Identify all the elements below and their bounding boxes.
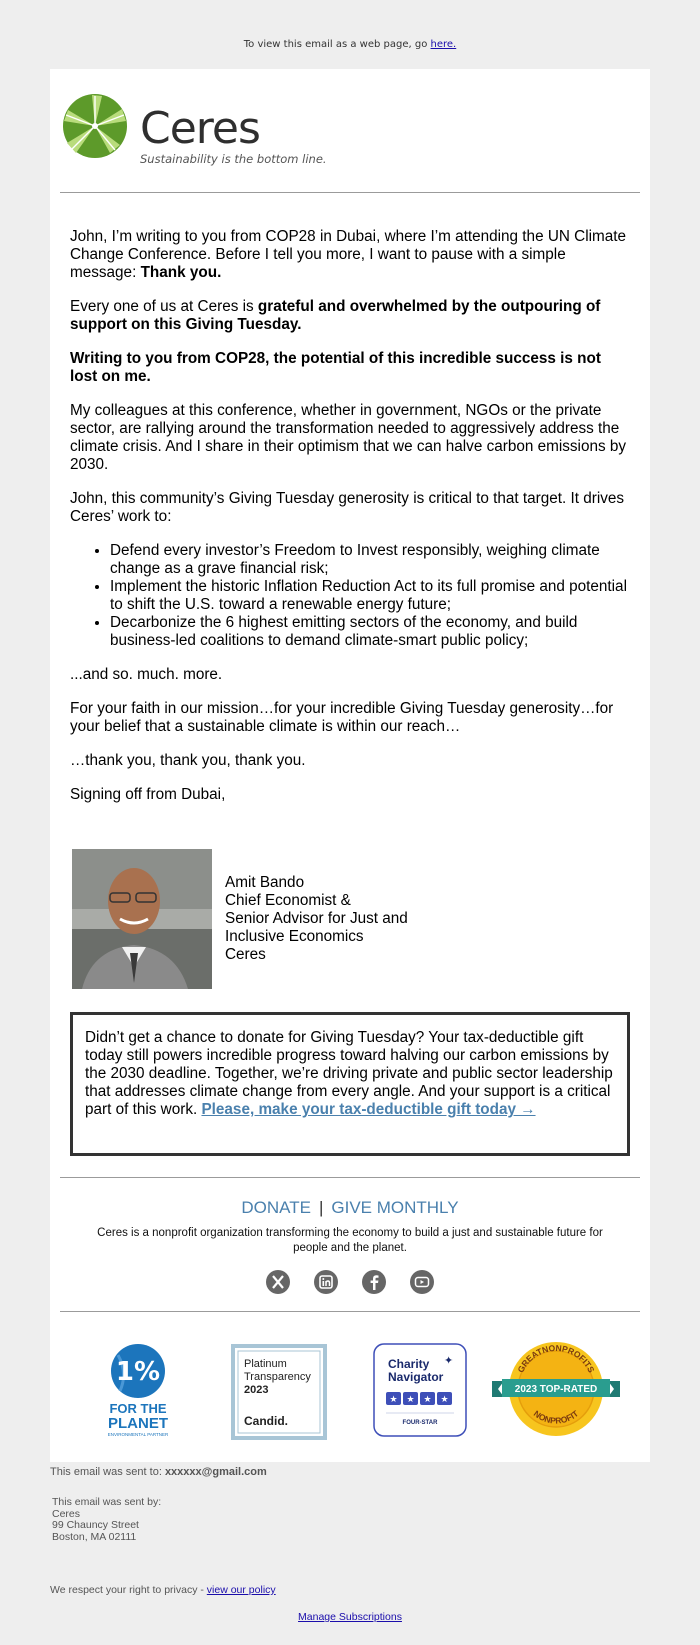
donate-callout <box>70 1012 630 1156</box>
logo-wordmark: Ceres <box>140 103 260 154</box>
svg-text:NONPROFIT: NONPROFIT <box>531 1408 581 1426</box>
x-icon[interactable] <box>266 1270 290 1294</box>
svg-text:ENVIRONMENTAL PARTNER: ENVIRONMENTAL PARTNER <box>107 1432 169 1437</box>
signature-block <box>225 874 465 964</box>
svg-text:✦: ✦ <box>444 1354 454 1367</box>
one-percent-logo-icon <box>98 1343 178 1439</box>
signer-name: Amit Bando <box>225 874 305 891</box>
great-nonprofits-seal-icon <box>490 1339 622 1439</box>
svg-text:PLANET: PLANET <box>108 1415 168 1432</box>
web-version-link[interactable]: here. <box>430 39 457 50</box>
footer-cta-links <box>50 1198 650 1218</box>
candid-platinum-badge <box>230 1343 328 1441</box>
recipient-email: xxxxxx@gmail.com <box>164 1466 267 1478</box>
privacy-line: We respect your right to privacy - view our policy <box>50 1584 276 1596</box>
work-list <box>70 542 632 650</box>
header-divider <box>60 192 640 193</box>
svg-text:★: ★ <box>423 1395 432 1405</box>
sender-address: This email was sent by: Ceres 99 Chauncy Street Boston, MA 02111 <box>52 1496 162 1543</box>
list-item: • Defend every investor’s Freedom to Invest responsibly, weighing climate change as a grave financial risk; <box>110 542 632 578</box>
donate-callout-text: Didn’t get a chance to donate for Giving Tuesday? Your tax-deductible gift today still powers incredible progress toward halving our carbon emissions by the 2030 deadline. Together, we’re driving private and public sector leadership that addresses climate change from every angle. And your support is a critical part of this work. <box>85 1029 613 1118</box>
svg-text:FOUR-STAR: FOUR-STAR <box>402 1420 438 1426</box>
svg-text:2023: 2023 <box>244 1384 269 1396</box>
svg-text:FOR THE: FOR THE <box>109 1401 167 1416</box>
sent-to-line: This email was sent to: xxxxxx@gmail.com <box>50 1466 267 1478</box>
give-monthly-button[interactable]: GIVE MONTHLY <box>331 1198 459 1217</box>
great-nonprofits-badge <box>490 1339 622 1439</box>
paragraph: Writing to you from COP28, the potential of this incredible success is not lost on me. <box>70 350 601 385</box>
ceres-logo-icon <box>62 93 128 159</box>
signer-title: Senior Advisor for Just and <box>225 910 408 927</box>
signer-title: Chief Economist & <box>225 892 351 909</box>
paragraph: My colleagues at this conference, whether in government, NGOs or the private sector, are rallying around the transformation needed to aggressively address the climate crisis. And I share in their optimism that we can halve carbon emissions by 2030. <box>70 402 627 473</box>
candid-seal-icon <box>230 1343 328 1441</box>
paragraph: ...and so. much. more. <box>70 666 223 683</box>
letter-body <box>70 228 632 820</box>
ceres-logo[interactable] <box>62 93 362 173</box>
list-item: • Implement the historic Inflation Reduction Act to its full promise and potential to shift the U.S. toward a renewable energy future; <box>110 578 632 614</box>
svg-text:1%: 1% <box>115 1357 161 1387</box>
svg-text:Transparency: Transparency <box>244 1371 311 1383</box>
manage-subscriptions-link[interactable]: Manage Subscriptions <box>298 1611 402 1623</box>
paragraph: For your faith in our mission…for your incredible Giving Tuesday generosity…for your belief that a sustainable climate is within our reach… <box>70 700 614 735</box>
facebook-icon[interactable] <box>362 1270 386 1294</box>
svg-text:★: ★ <box>389 1395 398 1405</box>
badges-divider <box>60 1311 640 1312</box>
svg-text:Platinum: Platinum <box>244 1358 287 1370</box>
logo-tagline: Sustainability is the bottom line. <box>140 152 327 166</box>
one-percent-badge <box>98 1343 178 1439</box>
manage-subscriptions-row <box>0 1611 700 1623</box>
svg-text:2023 TOP-RATED: 2023 TOP-RATED <box>514 1384 598 1395</box>
donate-button[interactable]: DONATE <box>241 1198 311 1217</box>
svg-text:GREATNONPROFITS: GREATNONPROFITS <box>515 1342 597 1375</box>
footer-divider <box>60 1177 640 1178</box>
paragraph: Signing off from Dubai, <box>70 786 226 803</box>
paragraph: Every one of us at Ceres is grateful and overwhelmed by the outpouring of support on this Giving Tuesday. <box>70 298 601 333</box>
donate-link[interactable]: Please, make your tax-deductible gift today → <box>201 1101 536 1118</box>
signer-title: Inclusive Economics <box>225 928 364 945</box>
svg-text:★: ★ <box>440 1395 449 1405</box>
org-description: Ceres is a nonprofit organization transforming the economy to build a just and sustainable future for people and the planet. <box>97 1227 603 1254</box>
paragraph: John, I’m writing to you from COP28 in Dubai, where I’m attending the UN Climate Change Conference. Before I tell you more, I want to pause with a simple message: Thank you. <box>70 228 627 281</box>
charity-navigator-badge <box>372 1342 468 1438</box>
preheader <box>0 39 700 50</box>
signature-photo <box>72 849 212 989</box>
separator: | <box>318 1198 324 1217</box>
svg-text:Charity: Charity <box>388 1357 430 1371</box>
youtube-icon[interactable] <box>410 1270 434 1294</box>
svg-text:Navigator: Navigator <box>388 1370 444 1384</box>
svg-text:Candid.: Candid. <box>244 1414 288 1428</box>
email-card <box>50 69 650 1462</box>
signer-org: Ceres <box>225 946 266 963</box>
paragraph: John, this community’s Giving Tuesday generosity is critical to that target. It drives Ceres’ work to: <box>70 490 625 525</box>
privacy-policy-link[interactable]: view our policy <box>206 1584 276 1596</box>
paragraph: …thank you, thank you, thank you. <box>70 752 306 769</box>
linkedin-icon[interactable] <box>314 1270 338 1294</box>
svg-text:★: ★ <box>406 1395 415 1405</box>
preheader-text: To view this email as a web page, go <box>243 39 428 50</box>
list-item: • Decarbonize the 6 highest emitting sectors of the economy, and build business-led coalitions to demand climate-smart public policy; <box>110 614 632 650</box>
charity-navigator-seal-icon <box>372 1342 468 1438</box>
